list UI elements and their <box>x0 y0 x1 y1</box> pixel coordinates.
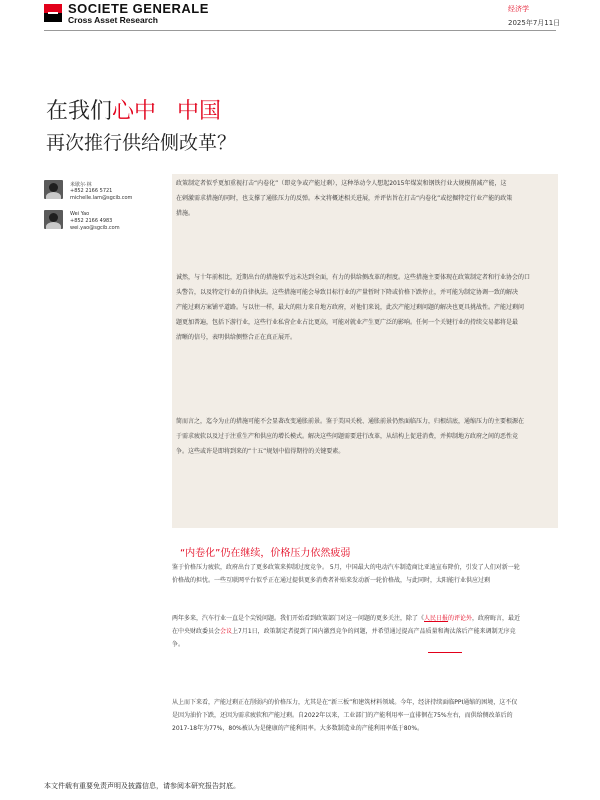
text-line: 题更加普遍，包括下游行业，这些行业私营企业占比更高，可能对就业产生更广泛的影响。任何一个关键行业的持续交易都将是最 <box>176 319 519 326</box>
summary-box <box>172 174 558 528</box>
author-phone: +852 2166 4983 <box>70 218 113 224</box>
link-underline <box>428 652 462 653</box>
author-photo <box>44 210 63 229</box>
report-category: 经济学 <box>508 5 529 13</box>
text-line: 简而言之，迄今为止的措施可能不会显著改变通胀前景。鉴于美国关税、通胀前景仍然面临压力，归根结底，通缩压力的主要根源在 <box>176 418 525 425</box>
text-line: 从上而下来看，产能过剩正在削弱内的价格压力，尤其是在“新三板”和建筑材料领域。今年，经济持续面临PPI通缩的困境，这不仅 <box>172 699 518 706</box>
title-part1: 在我们 <box>46 99 113 124</box>
text-line: 诚然，与十年前相比，近期出台的措施似乎远未达到全面，有力的供给侧改革的程度。这些措施主要体现在政策制定者和行业协会的口 <box>176 274 531 281</box>
text-line: 争。 <box>172 641 185 648</box>
text-line: 价格战的担忧。一些互联网平台似乎正在通过提供更多消费者补贴来发动新一轮价格战，与此同时，太阳能行业供应过剩 <box>172 577 491 584</box>
text-line: 2017-18年为77%，80%被认为是健康的产能利用率。大多数制造业的产能利用率低于80%。 <box>172 725 424 732</box>
brand-name: SOCIETE GENERALE <box>68 1 209 16</box>
body-paragraph-2 <box>172 612 560 651</box>
link-peoples-daily[interactable]: 人民日报 <box>424 615 449 622</box>
text-line: 鉴于价格压力疲软，政府出台了更多政策来抑制过度竞争。 5月，中国最大的电动汽车制造商比亚迪宣布降价，引发了人们对新一轮 <box>172 564 520 571</box>
summary-paragraph-2 <box>176 270 556 345</box>
text-line: 产能过剩方案铺平道路。与以往一样，最大的阻力来自地方政府，对他们来说，此次产能过剩问题的解决也更具挑战性。产能过剩问 <box>176 304 525 311</box>
summary-paragraph-3 <box>176 414 556 459</box>
text-line: 于需求疲软以及过于注重生产和供应的增长模式。解决这些问题需要进行改革，从结构上促进消费，并抑制地方政府之间的恶性竞 <box>176 433 519 440</box>
author-photo <box>44 180 63 199</box>
author-card <box>44 180 169 206</box>
text-line: 措施。 <box>176 210 195 217</box>
brand-subtitle: Cross Asset Research <box>68 15 158 25</box>
logo-black-half <box>44 13 62 22</box>
author-email[interactable]: michelle.lam@sgcib.com <box>70 195 133 201</box>
text-line: 在中央财政委员会会议上7月1日，政策制定者提到了国内激烈竞争的问题，并希望通过提高产品质量和淘汰落后产能来调制无序竞 <box>172 628 516 635</box>
report-title-line2: 再次推行供给侧改革？ <box>46 132 237 154</box>
summary-paragraph-1 <box>176 176 556 221</box>
text-line: 两年多来，汽车行业一直是个尖锐问题。我们开始看到政策部门对这一问题的更多关注，除了《人民日报的评论外，政府晦言，最近 <box>172 615 521 622</box>
title-part2-highlight: 心中 <box>112 99 157 124</box>
link-commentary[interactable]: 的评论外 <box>448 615 473 622</box>
logo-white-bar <box>48 12 58 14</box>
body-paragraph-1 <box>172 561 560 587</box>
text-line: 政策制定者似乎更加重视打击“内卷化”（即竞争或产能过剩），这种举动令人想起2015年煤炭和钢铁行业大规模削减产能，这 <box>176 180 507 187</box>
title-gap <box>156 99 177 124</box>
text-line: 是因为油价下跌，还因为需求疲软和产能过剩。自2022年以来，工业部门的产能利用率一直徘徊在75%左右，而供给侧改革后的 <box>172 712 513 719</box>
text-line: 争。这些或许是即将到来的“十五”规划中值得期待的关键要素。 <box>176 448 345 455</box>
author-card <box>44 210 169 236</box>
author-name: Wei Yao <box>70 211 90 217</box>
author-name: 米歇尔·林 <box>70 182 92 188</box>
header-divider <box>44 30 556 31</box>
text-line: 在刺激需求措施的同时，也支撑了通胀压力的反弹。本文将概述相关进展，并评估旨在打击“内卷化”或挖掘特定行业产能的政策 <box>176 195 513 202</box>
disclaimer-note: 本文件载有重要免责声明及披露信息，请参阅本研究报告封底。 <box>44 782 240 790</box>
author-phone: +852 2166 5721 <box>70 188 113 194</box>
section-heading: “内卷化”仍在继续，价格压力依然疲弱 <box>180 548 351 559</box>
report-date: 2025年7月11日 <box>508 19 561 27</box>
text-line: 头警告，以及特定行业的自律执法。这些措施可能会导致目标行业的产量暂时下降或价格下跌停止，并可能为制定协调一致的解决 <box>176 289 519 296</box>
societe-generale-logo <box>44 4 62 22</box>
body-paragraph-3 <box>172 696 560 735</box>
report-title-line1 <box>46 94 221 125</box>
title-part3-highlight: 中国 <box>177 99 222 124</box>
link-meeting[interactable]: 会议 <box>220 628 233 635</box>
author-email[interactable]: wei.yao@sgcib.com <box>70 225 120 231</box>
text-line: 清晰的信号，表明供给侧整合正在真正展开。 <box>176 334 297 341</box>
